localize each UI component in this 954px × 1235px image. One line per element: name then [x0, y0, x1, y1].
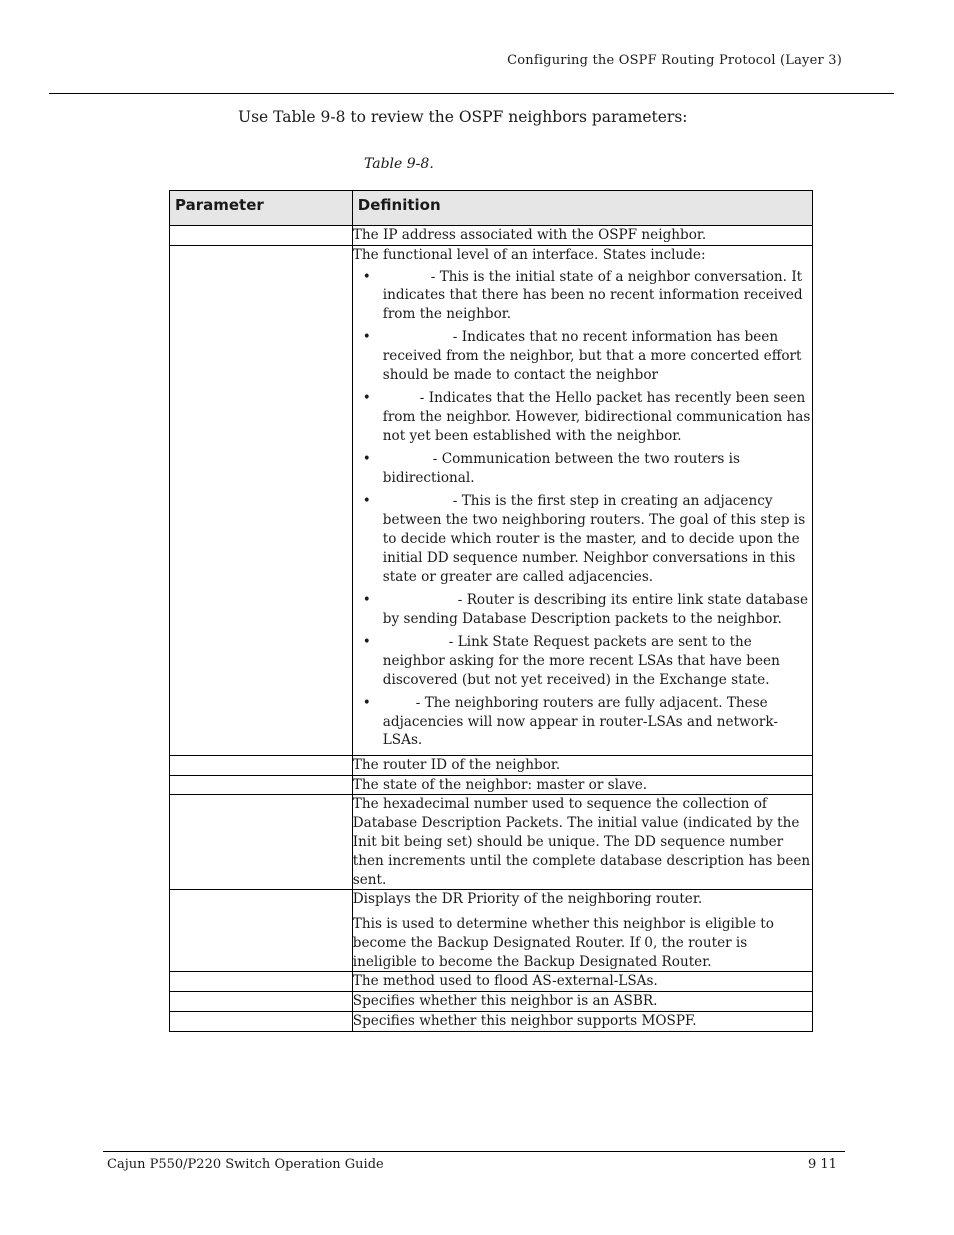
bullet-icon: • — [362, 390, 371, 407]
definition-cell — [352, 992, 812, 1012]
header-rule — [49, 93, 894, 94]
definition-text: The functional level of an interface. States include: — [352, 246, 706, 263]
footer-rule — [103, 1151, 845, 1152]
definition-text: Specifies whether this neighbor supports MOSPF. — [352, 1013, 697, 1030]
definition-cell — [352, 755, 812, 775]
definition-text: The method used to flood AS-external-LSAs. — [352, 973, 658, 990]
bullet-icon: • — [362, 451, 371, 468]
definition-text: The IP address associated with the OSPF neighbor. — [352, 227, 707, 243]
state-item — [353, 694, 812, 750]
definition-text: The hexadecimal number used to sequence the collection of Database Description Packets. The initial value (indicated by the Init bit being set) should be unique. The DD sequence number then increments until the complete database description has been sent. — [352, 796, 811, 888]
header-definition: Definition — [352, 191, 812, 226]
parameter-cell — [170, 226, 353, 246]
bullet-icon: • — [362, 591, 371, 608]
state-item — [353, 328, 812, 384]
definition-text: Displays the DR Priority of the neighboring router. — [352, 891, 703, 908]
table-row — [170, 755, 813, 775]
state-item — [353, 389, 812, 445]
parameter-cell — [170, 795, 353, 890]
definition-cell — [352, 795, 812, 890]
definition-cell — [352, 226, 812, 246]
state-item — [353, 633, 812, 689]
table-row — [170, 245, 813, 755]
table-row — [170, 992, 813, 1012]
footer-guide-title: Cajun P550/P220 Switch Operation Guide — [107, 1157, 384, 1172]
state-description: - This is the initial state of a neighbor conversation. It indicates that there has been no recent information received from the neighbor. — [382, 268, 803, 323]
state-description: - Indicates that no recent information has been received from the neighbor, but that a more concerted effort should be made to contact the neighbor — [382, 329, 802, 384]
state-list — [353, 268, 812, 751]
table-row — [170, 775, 813, 795]
running-header: Configuring the OSPF Routing Protocol (Layer 3) — [507, 53, 842, 68]
table-row — [170, 1012, 813, 1032]
table-caption: Table 9-8. — [364, 156, 434, 172]
parameter-cell — [170, 992, 353, 1012]
state-description: - Indicates that the Hello packet has recently been seen from the neighbor. However, bidirectional communication has not yet been established with the neighbor. — [382, 390, 811, 444]
definition-text: The state of the neighbor: master or slave. — [352, 776, 648, 793]
state-item — [353, 268, 812, 324]
parameter-cell — [170, 972, 353, 992]
definition-text: The router ID of the neighbor. — [352, 756, 561, 773]
table-row — [170, 795, 813, 890]
definition-cell — [352, 245, 812, 755]
definition-cell — [352, 1012, 812, 1032]
header-parameter: Parameter — [170, 191, 353, 226]
bullet-icon: • — [362, 329, 371, 346]
state-item — [353, 450, 812, 488]
state-description: - Link State Request packets are sent to the neighbor asking for the more recent LSAs that have been discovered (but not yet received) in the Exchange state. — [382, 633, 780, 688]
state-description: - This is the first step in creating an adjacency between the two neighboring routers. The goal of this step is to decide which router is the master, and to decide upon the initial DD sequence number. Neighbor conversations in this state or greater are called adjacencies. — [382, 493, 806, 585]
state-item — [353, 492, 812, 586]
definition-text: Specifies whether this neighbor is an ASBR. — [352, 993, 658, 1010]
state-description: - Communication between the two routers is bidirectional. — [382, 451, 740, 487]
parameter-cell — [170, 245, 353, 755]
bullet-icon: • — [362, 268, 371, 285]
state-item — [353, 591, 812, 629]
table-row — [170, 972, 813, 992]
intro-text: Use Table 9-8 to review the OSPF neighbors parameters: — [238, 108, 688, 126]
state-description: - The neighboring routers are fully adjacent. These adjacencies will now appear in router-LSAs and network-LSAs. — [382, 694, 778, 749]
bullet-icon: • — [362, 493, 371, 510]
bullet-icon: • — [362, 633, 371, 650]
definition-cell — [352, 775, 812, 795]
definition-cell — [352, 972, 812, 992]
parameter-cell — [170, 1012, 353, 1032]
parameter-cell — [170, 890, 353, 972]
parameter-cell — [170, 755, 353, 775]
definition-text: This is used to determine whether this neighbor is eligible to become the Backup Designated Router. If 0, the router is ineligible to become the Backup Designated Router. — [352, 916, 774, 970]
footer-page-number: 9 11 — [808, 1157, 837, 1172]
state-description: - Router is describing its entire link state database by sending Database Description packets to the neighbor. — [382, 591, 809, 627]
parameter-cell — [170, 775, 353, 795]
table-row — [170, 226, 813, 246]
table-header-row — [170, 191, 813, 226]
ospf-neighbors-table — [169, 190, 813, 1032]
table-row — [170, 890, 813, 972]
bullet-icon: • — [362, 694, 371, 711]
definition-cell — [352, 890, 812, 972]
